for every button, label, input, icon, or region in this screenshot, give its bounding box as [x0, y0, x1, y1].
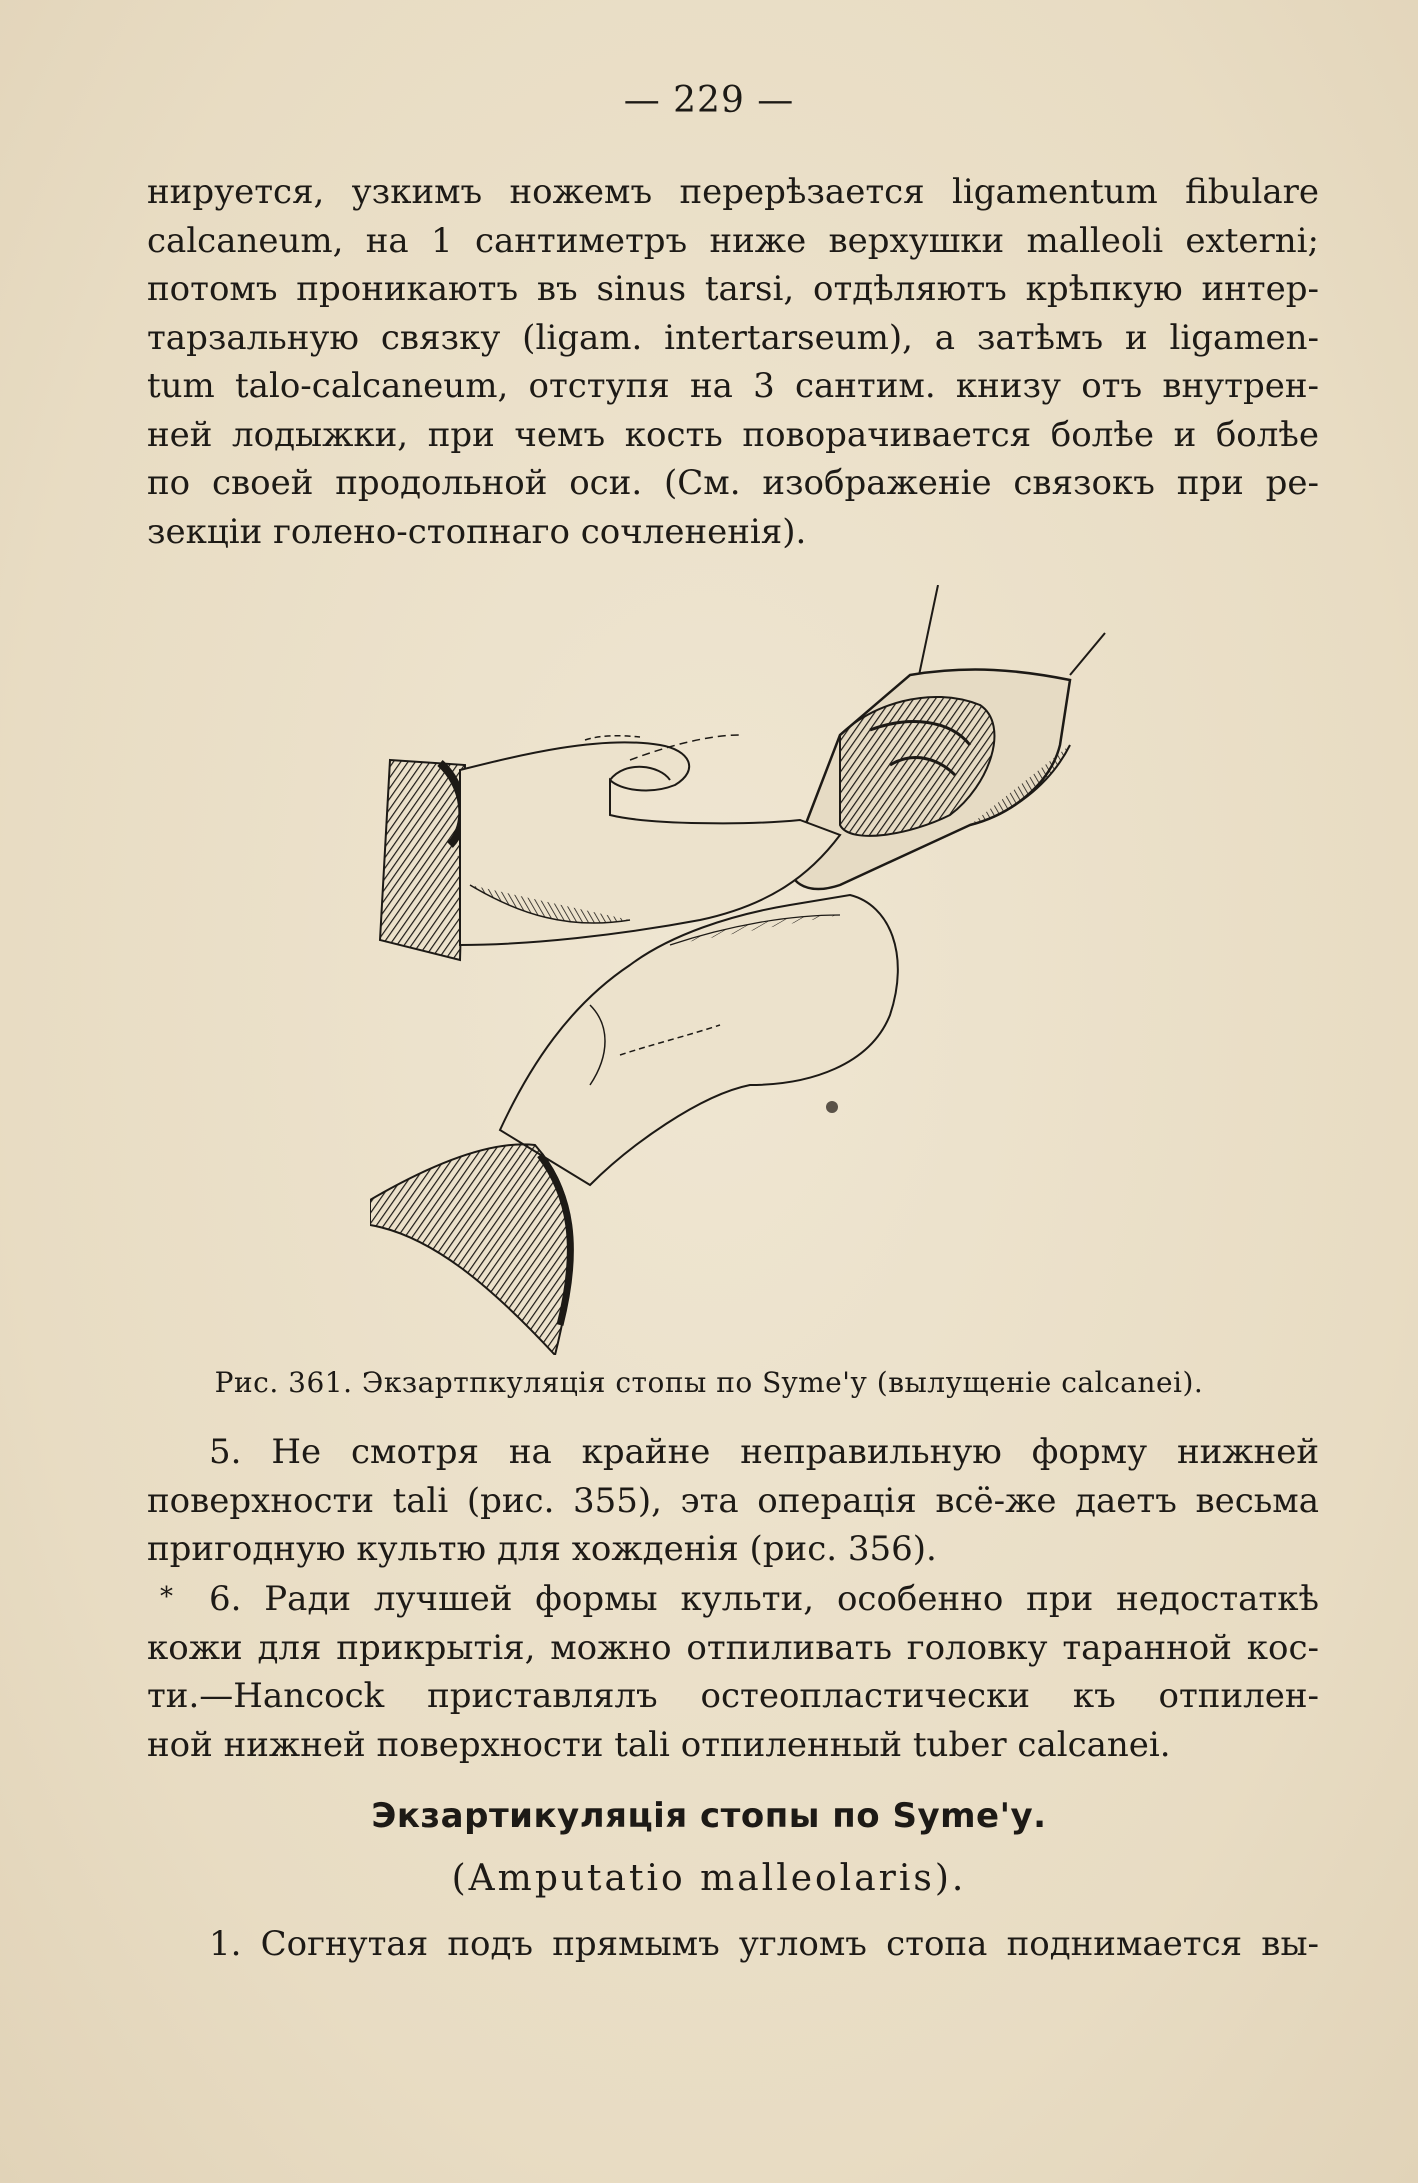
text-line: tum talo-calcaneum, отступя на 3 сантим. книзу отъ внутрен- — [147, 366, 1319, 406]
sleeve-upper — [380, 760, 465, 960]
text-line: нируется, узкимъ ножемъ перерѣзается ligamentum fibulare — [147, 172, 1319, 212]
margin-mark: * — [160, 1582, 173, 1612]
figure-caption: Рис. 361. Экзартпкуляція стопы по Syme'у (вылущеніе calcanei). — [214, 1366, 1204, 1399]
text-line: кожи для прикрытія, можно отпиливать головку таранной кос- — [147, 1627, 1319, 1668]
knife-line — [918, 585, 938, 680]
text-line: ней лодыжки, при чемъ кость поворачивается болѣе и болѣе — [147, 414, 1319, 455]
text-line: зекціи голено-стопнаго сочлененія). — [147, 511, 807, 552]
text-line: тарзальную связку (ligam. intertarseum), а затѣмъ и ligamen- — [147, 317, 1319, 358]
text-line: пригодную культю для хожденія (рис. 356). — [147, 1529, 937, 1569]
text-line: 6. Ради лучшей формы культи, особенно при недостаткѣ — [209, 1579, 1319, 1619]
text-line: ти.—Hancock приставлялъ остеопластически къ отпилен- — [147, 1676, 1319, 1716]
sleeve-lower — [370, 1144, 571, 1355]
text-line: потомъ проникаютъ въ sinus tarsi, отдѣляютъ крѣпкую интер- — [147, 269, 1319, 309]
paragraph-1 — [147, 168, 1319, 556]
text-line: 1. Согнутая подъ прямымъ угломъ стопа поднимается вы- — [209, 1924, 1319, 1964]
figure-361-illustration — [370, 585, 1110, 1355]
section-subheading: (Amputatio malleolaris). — [451, 1858, 967, 1899]
paragraph-2 — [147, 1428, 1319, 1574]
text-line: поверхности tali (рис. 355), эта операція всё-же даетъ весьма — [147, 1480, 1319, 1521]
text-line: 5. Не смотря на крайне неправильную форму нижней — [209, 1432, 1319, 1472]
text-line: calcaneum, на 1 сантиметръ ниже верхушки malleoli externi; — [147, 220, 1319, 261]
paragraph-3 — [147, 1575, 1319, 1769]
text-line: ной нижней поверхности tali отпиленный tuber calcanei. — [147, 1724, 1171, 1765]
knife-line — [1070, 633, 1105, 675]
text-line: по своей продольной оси. (См. изображеніе связокъ при ре- — [147, 463, 1319, 503]
section-heading: Экзартикуляція стопы по Syme'у. — [371, 1796, 1047, 1836]
page-number: — 229 — — [623, 80, 795, 121]
paragraph-4 — [147, 1920, 1319, 1969]
